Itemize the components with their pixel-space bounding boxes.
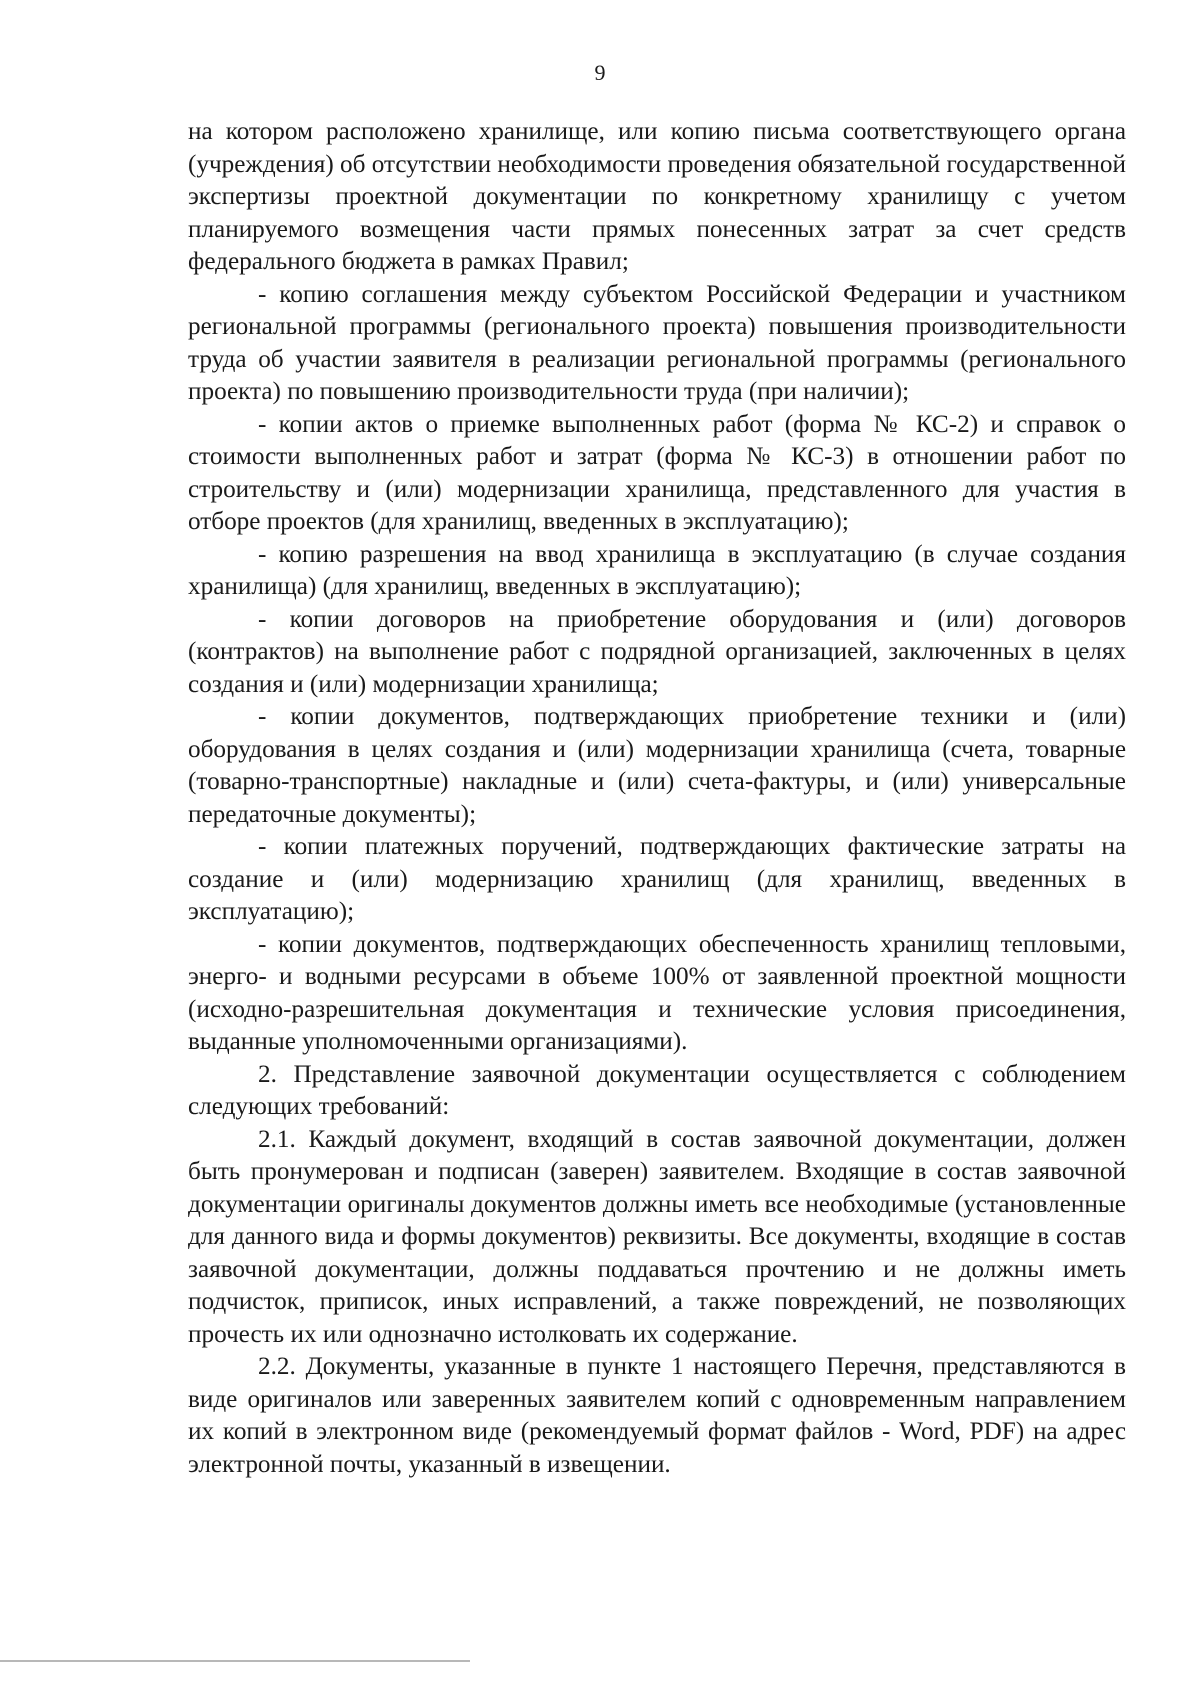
list-item-payment-orders: - копии платежных поручений, подтверждающих фактические затраты на создание и (или) модернизацию хранилищ (для хранилищ, введенных в эксплуатацию); bbox=[188, 833, 1126, 925]
document-body bbox=[188, 116, 1126, 1481]
list-item-purchase-documents: - копии документов, подтверждающих приобретение техники и (или) оборудования в целях создания и (или) модернизации хранилища (счета, товарные (товарно-транспортные) накладные и (или) счета-фактуры, и (или) универсальные передаточные документы); bbox=[188, 703, 1126, 828]
list-item-acceptance-acts: - копии актов о приемке выполненных работ (форма № КС-2) и справок о стоимости выполненных работ и затрат (форма № КС-3) в отношении работ по строительству и (или) модернизации хранилища, представленного для участия в отборе проектов (для хранилищ, введенных в эксплуатацию); bbox=[188, 410, 1126, 535]
section-2-2: 2.2. Документы, указанные в пункте 1 настоящего Перечня, представляются в виде оригиналов или заверенных заявителем копий с одновременным направлением их копий в электронном виде (рекомендуемый формат файлов - Word, PDF) на адрес электронной почты, указанный в извещении. bbox=[188, 1353, 1126, 1478]
paragraph-continuation: на котором расположено хранилище, или копию письма соответствующего органа (учреждения) об отсутствии необходимости проведения обязательной государственной экспертизы проектной документации по конкретному хранилищу с учетом планируемого возмещения части прямых понесенных затрат за счет средств федерального бюджета в рамках Правил; bbox=[188, 118, 1126, 275]
list-item-commissioning-permit: - копию разрешения на ввод хранилища в эксплуатацию (в случае создания хранилища) (для хранилищ, введенных в эксплуатацию); bbox=[188, 540, 1126, 600]
list-item-equipment-contracts: - копии договоров на приобретение оборудования и (или) договоров (контрактов) на выполнение работ с подрядной организацией, заключенных в целях создания и (или) модернизации хранилища; bbox=[188, 605, 1126, 698]
section-2-1: 2.1. Каждый документ, входящий в состав заявочной документации, должен быть пронумерован и подписан (заверен) заявителем. Входящие в состав заявочной документации оригиналы документов должны иметь все необходимые (установленные для данного вида и формы документов) реквизиты. Все документы, входящие в состав заявочной документации, должны поддаваться прочтению и не должны иметь подчисток, приписок, иных исправлений, а также повреждений, не позволяющих прочесть их или однозначно истолковать их содержание. bbox=[188, 1125, 1126, 1348]
page-number: 9 bbox=[594, 60, 606, 85]
list-item-agreement-copy: - копию соглашения между субъектом Российской Федерации и участником региональной программы (регионального проекта) повышения производительности труда об участии заявителя в реализации региональной программы (регионального проекта) по повышению производительности труда (при наличии); bbox=[188, 280, 1126, 405]
list-item-resource-documents: - копии документов, подтверждающих обеспеченность хранилищ тепловыми, энерго- и водными ресурсами в объеме 100% от заявленной проектной мощности (исходно-разрешительная документация и технические условия присоединения, выданные уполномоченными организациями). bbox=[188, 930, 1126, 1055]
footnote-divider bbox=[0, 1660, 470, 1662]
section-2-heading: 2. Представление заявочной документации осуществляется с соблюдением следующих требований: bbox=[188, 1060, 1126, 1120]
